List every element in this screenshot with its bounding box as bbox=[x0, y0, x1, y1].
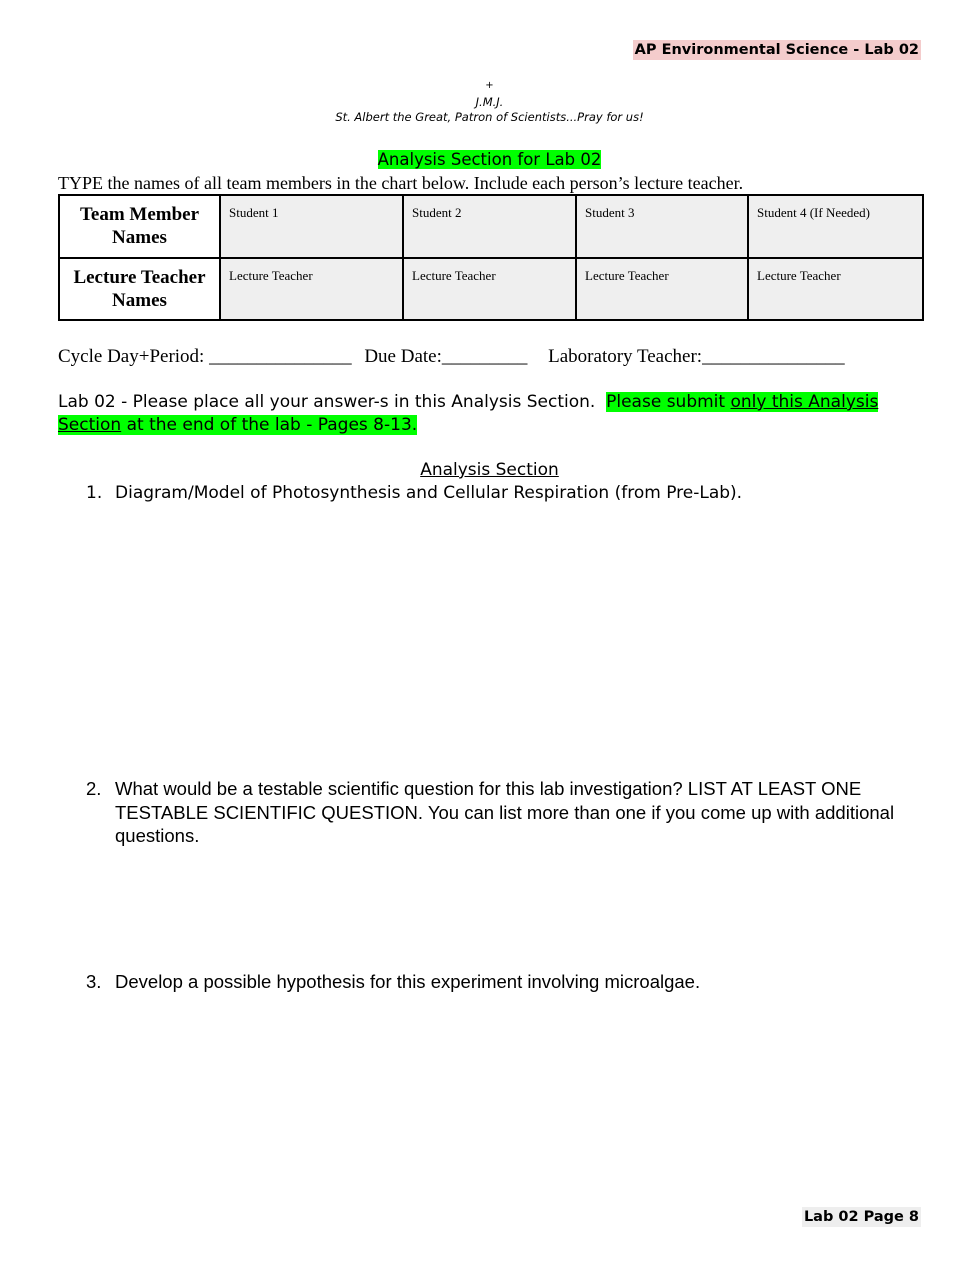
submit-note-underlined: only this Analysis Section bbox=[58, 392, 879, 435]
jmj-inscription: J.M.J. bbox=[475, 95, 504, 109]
student-2-cell[interactable]: Student 2 bbox=[403, 195, 576, 258]
analysis-heading: Analysis Section bbox=[420, 460, 559, 480]
lecture-teacher-row bbox=[59, 258, 923, 321]
lecture-teacher-2-cell[interactable]: Lecture Teacher bbox=[403, 258, 576, 321]
lecture-teacher-4-cell[interactable]: Lecture Teacher bbox=[748, 258, 923, 321]
section-title-text: Analysis Section for Lab 02 bbox=[377, 150, 602, 169]
student-4-cell[interactable]: Student 4 (If Needed) bbox=[748, 195, 923, 258]
lab-note-prefix: Lab 02 - Please place all your answer-s in this Analysis Section. bbox=[58, 392, 596, 412]
cross-symbol: + bbox=[485, 80, 494, 91]
course-lab-header: AP Environmental Science - Lab 02 bbox=[634, 42, 919, 58]
question-3-number: 3. bbox=[86, 971, 102, 992]
due-date-field[interactable]: Due Date:_________ bbox=[364, 346, 528, 367]
team-table bbox=[58, 194, 924, 321]
question-2 bbox=[86, 777, 906, 848]
cycle-day-period-field[interactable]: Cycle Day+Period: _______________ bbox=[58, 346, 352, 367]
student-1-cell[interactable]: Student 1 bbox=[220, 195, 403, 258]
meta-line bbox=[58, 345, 845, 369]
lab-note bbox=[58, 391, 898, 437]
lecture-teacher-header: Lecture Teacher Names bbox=[59, 258, 220, 321]
submit-note-end: at the end of the lab - Pages 8-13. bbox=[121, 415, 418, 435]
question-3-text: Develop a possible hypothesis for this experiment involving microalgae. bbox=[115, 971, 701, 992]
section-title bbox=[0, 150, 979, 170]
dedication-line: St. Albert the Great, Patron of Scientists...Pray for us! bbox=[335, 110, 644, 124]
question-1 bbox=[86, 482, 906, 505]
page-footer: Lab 02 Page 8 bbox=[803, 1209, 919, 1225]
student-3-cell[interactable]: Student 3 bbox=[576, 195, 748, 258]
question-1-text: Diagram/Model of Photosynthesis and Cellular Respiration (from Pre-Lab). bbox=[115, 483, 743, 503]
question-3 bbox=[86, 970, 906, 994]
submit-note-start: Please submit bbox=[606, 392, 731, 412]
team-member-row bbox=[59, 195, 923, 258]
question-1-number: 1. bbox=[86, 483, 103, 503]
lecture-teacher-1-cell[interactable]: Lecture Teacher bbox=[220, 258, 403, 321]
question-2-text: What would be a testable scientific question for this lab investigation? LIST AT LEAST ONE TESTABLE SCIENTIFIC QUESTION. You can list more than one if you come up with additional questions. bbox=[115, 778, 895, 846]
team-member-header: Team Member Names bbox=[59, 195, 220, 258]
laboratory-teacher-field[interactable]: Laboratory Teacher:_______________ bbox=[548, 346, 845, 367]
lecture-teacher-3-cell[interactable]: Lecture Teacher bbox=[576, 258, 748, 321]
team-instructions: TYPE the names of all team members in the chart below. Include each person’s lecture teacher. bbox=[58, 173, 744, 193]
question-2-number: 2. bbox=[86, 778, 102, 799]
